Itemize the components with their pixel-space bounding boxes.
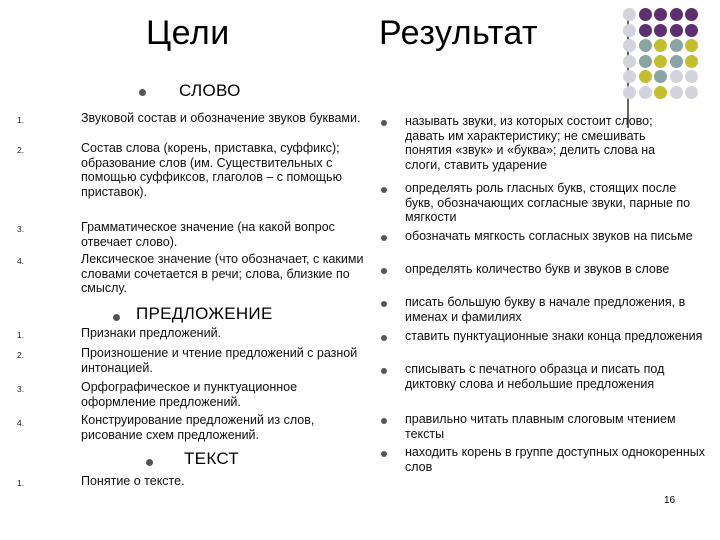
item-number: 3.: [17, 224, 25, 234]
decorative-dot: [654, 70, 667, 83]
decorative-dot: [654, 39, 667, 52]
decorative-dot: [639, 86, 652, 99]
decorative-dot: [654, 55, 667, 68]
goal-item: Состав слова (корень, приставка, суффикс); образование слов (им. Существительных с помощью суффиксов, глаголов – с помощью приставок).: [81, 141, 342, 199]
decorative-dot: [685, 86, 698, 99]
decorative-dot: [623, 70, 636, 83]
decorative-dot-grid: [623, 8, 713, 108]
result-item: ставить пунктуационные знаки конца предложения: [405, 329, 703, 343]
decorative-dot: [623, 86, 636, 99]
item-number: 2.: [17, 350, 25, 360]
goal-item: Произношение и чтение предложений с разной интонацией.: [81, 346, 358, 375]
item-number: 1.: [17, 115, 25, 125]
goal-item: Звуковой состав и обозначение звуков буквами.: [81, 111, 361, 125]
decorative-dot: [623, 8, 636, 21]
item-number: 2.: [17, 145, 25, 155]
decorative-dot: [670, 86, 683, 99]
section-bullet-icon: [146, 459, 153, 466]
goal-item: Грамматическое значение (на какой вопрос отвечает слово).: [81, 220, 335, 249]
goal-item: Признаки предложений.: [81, 326, 222, 340]
decorative-dot: [670, 24, 683, 37]
item-number: 3.: [17, 384, 25, 394]
result-item: называть звуки, из которых состоит слово; давать им характеристику; не смешивать понятия «звук» и «буква»; делить слова на слоги, ставить ударение: [405, 114, 656, 172]
page-number: 16: [664, 495, 676, 506]
section-label-word: СЛОВО: [179, 81, 241, 100]
result-bullet-icon: [381, 451, 387, 457]
item-number: 1.: [17, 478, 25, 488]
result-bullet-icon: [381, 268, 387, 274]
goal-item: Лексическое значение (что обозначает, с какими словами сочетается в речи; слова, близкие по смыслу.: [81, 252, 364, 295]
result-item: правильно читать плавным слоговым чтением тексты: [405, 412, 676, 441]
goal-item: Орфографическое и пунктуационное оформление предложений.: [81, 380, 298, 409]
section-bullet-icon: [139, 89, 146, 96]
section-bullet-icon: [113, 314, 120, 321]
result-item: списывать с печатного образца и писать под диктовку слова и небольшие предложения: [405, 362, 665, 391]
result-bullet-icon: [381, 418, 387, 424]
decorative-dot: [654, 86, 667, 99]
decorative-dot: [670, 39, 683, 52]
decorative-dot: [654, 24, 667, 37]
result-bullet-icon: [381, 120, 387, 126]
item-number: 4.: [17, 418, 25, 428]
decorative-dot: [685, 8, 698, 21]
decorative-dot: [623, 55, 636, 68]
decorative-dot: [685, 70, 698, 83]
decorative-dot: [639, 39, 652, 52]
goals-heading: Цели: [146, 14, 230, 52]
item-number: 4.: [17, 256, 25, 266]
decorative-dot: [670, 55, 683, 68]
result-bullet-icon: [381, 335, 387, 341]
section-label-text: ТЕКСТ: [184, 449, 240, 468]
goal-item: Понятие о тексте.: [81, 474, 185, 488]
decorative-dot: [670, 8, 683, 21]
decorative-dot: [639, 8, 652, 21]
decorative-dot: [639, 55, 652, 68]
result-bullet-icon: [381, 301, 387, 307]
decorative-dot: [670, 70, 683, 83]
result-item: определять роль гласных букв, стоящих после букв, обозначающих согласные звуки, парные по мягкости: [405, 181, 691, 224]
result-bullet-icon: [381, 235, 387, 241]
result-item: определять количество букв и звуков в слове: [405, 262, 670, 276]
decorative-dot: [623, 39, 636, 52]
result-heading: Результат: [379, 14, 539, 52]
result-bullet-icon: [381, 368, 387, 374]
decorative-dot: [654, 8, 667, 21]
decorative-dot: [685, 39, 698, 52]
goal-item: Конструирование предложений из слов, рисование схем предложений.: [81, 413, 315, 442]
section-label-sentence: ПРЕДЛОЖЕНИЕ: [136, 304, 273, 323]
decorative-dot: [685, 24, 698, 37]
item-number: 1.: [17, 330, 25, 340]
decorative-dot: [639, 24, 652, 37]
result-item: находить корень в группе доступных однокоренных слов: [405, 445, 705, 474]
decorative-dot: [685, 55, 698, 68]
result-bullet-icon: [381, 187, 387, 193]
result-item: обозначать мягкость согласных звуков на письме: [405, 229, 693, 243]
result-item: писать большую букву в начале предложения, в именах и фамилиях: [405, 295, 686, 324]
decorative-dot: [623, 24, 636, 37]
decorative-dot: [639, 70, 652, 83]
